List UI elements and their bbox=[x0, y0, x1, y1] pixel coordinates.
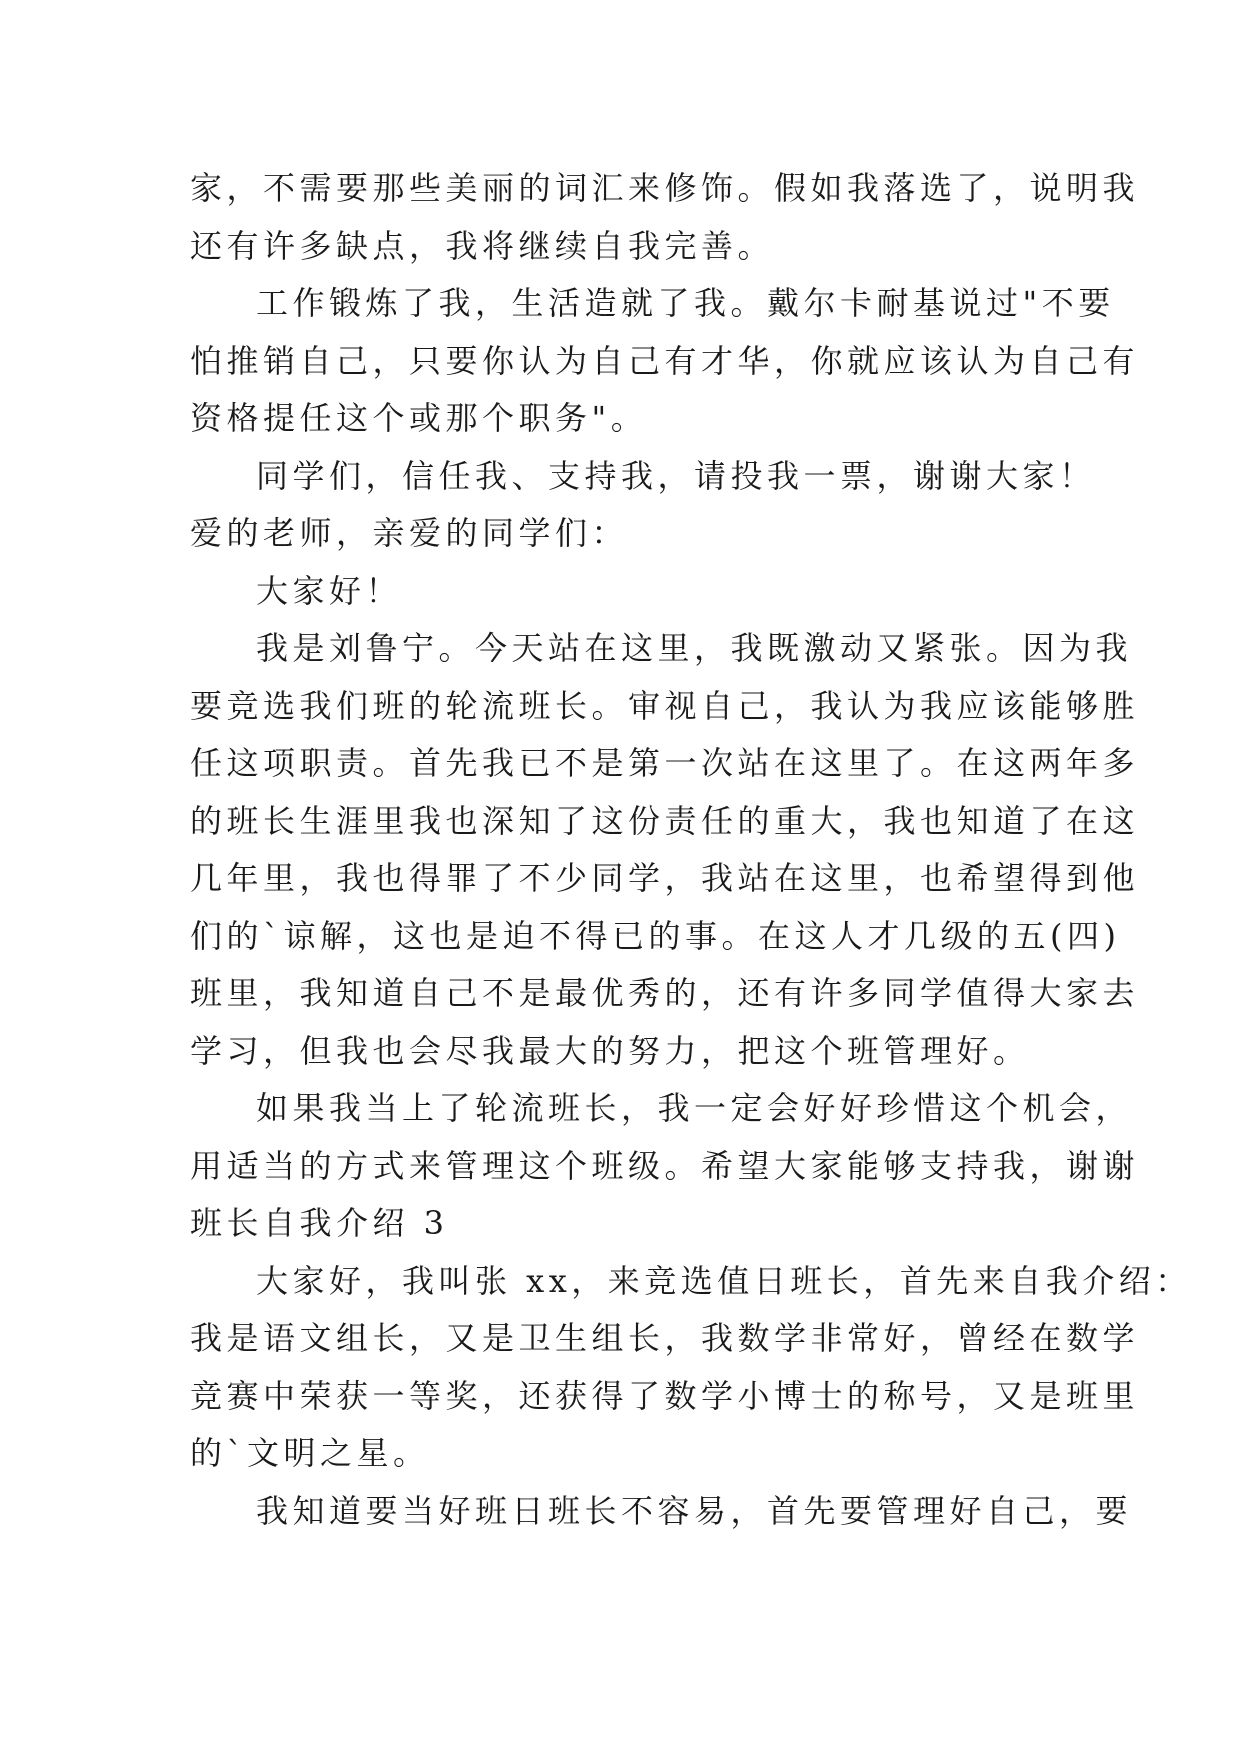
text-line: 同学们，信任我、支持我，请投我一票，谢谢大家！ bbox=[256, 457, 1096, 495]
text-line: 我是语文组长，又是卫生组长，我数学非常好，曾经在数学 bbox=[190, 1319, 1140, 1357]
text-line: 要竞选我们班的轮流班长。审视自己，我认为我应该能够胜 bbox=[190, 687, 1140, 725]
text-line: 任这项职责。首先我已不是第一次站在这里了。在这两年多 bbox=[190, 744, 1140, 782]
text-line: 学习，但我也会尽我最大的努力，把这个班管理好。 bbox=[190, 1032, 1030, 1070]
text-line: 如果我当上了轮流班长，我一定会好好珍惜这个机会， bbox=[256, 1089, 1133, 1127]
text-line: 班里，我知道自己不是最优秀的，还有许多同学值得大家去 bbox=[190, 974, 1140, 1012]
text-line: 几年里，我也得罪了不少同学，我站在这里，也希望得到他 bbox=[190, 859, 1140, 897]
text-line: 我是刘鲁宁。今天站在这里，我既激动又紧张。因为我 bbox=[256, 629, 1133, 667]
text-line: 的班长生涯里我也深知了这份责任的重大，我也知道了在这 bbox=[190, 802, 1140, 840]
text-line: 爱的老师，亲爱的同学们： bbox=[190, 514, 629, 552]
text-line: 的`文明之星。 bbox=[190, 1434, 430, 1472]
text-line: 资格提任这个或那个职务"。 bbox=[190, 399, 648, 437]
section-heading: 班长自我介绍 3 bbox=[190, 1204, 449, 1242]
text-line: 大家好！ bbox=[256, 572, 403, 610]
text-line: 大家好，我叫张 xx，来竞选值日班长，首先来自我介绍： bbox=[256, 1262, 1192, 1300]
text-line: 怕推销自己，只要你认为自己有才华，你就应该认为自己有 bbox=[190, 342, 1140, 380]
text-line: 家，不需要那些美丽的词汇来修饰。假如我落选了，说明我 bbox=[190, 169, 1140, 207]
text-line: 竞赛中荣获一等奖，还获得了数学小博士的称号，又是班里 bbox=[190, 1377, 1140, 1415]
text-line: 用适当的方式来管理这个班级。希望大家能够支持我，谢谢 bbox=[190, 1147, 1140, 1185]
text-line: 我知道要当好班日班长不容易，首先要管理好自己，要 bbox=[256, 1492, 1133, 1530]
text-line: 工作锻炼了我，生活造就了我。戴尔卡耐基说过"不要 bbox=[256, 284, 1115, 322]
text-line: 们的`谅解，这也是迫不得已的事。在这人才几级的五(四) bbox=[190, 917, 1121, 955]
text-line: 还有许多缺点，我将继续自我完善。 bbox=[190, 227, 775, 265]
